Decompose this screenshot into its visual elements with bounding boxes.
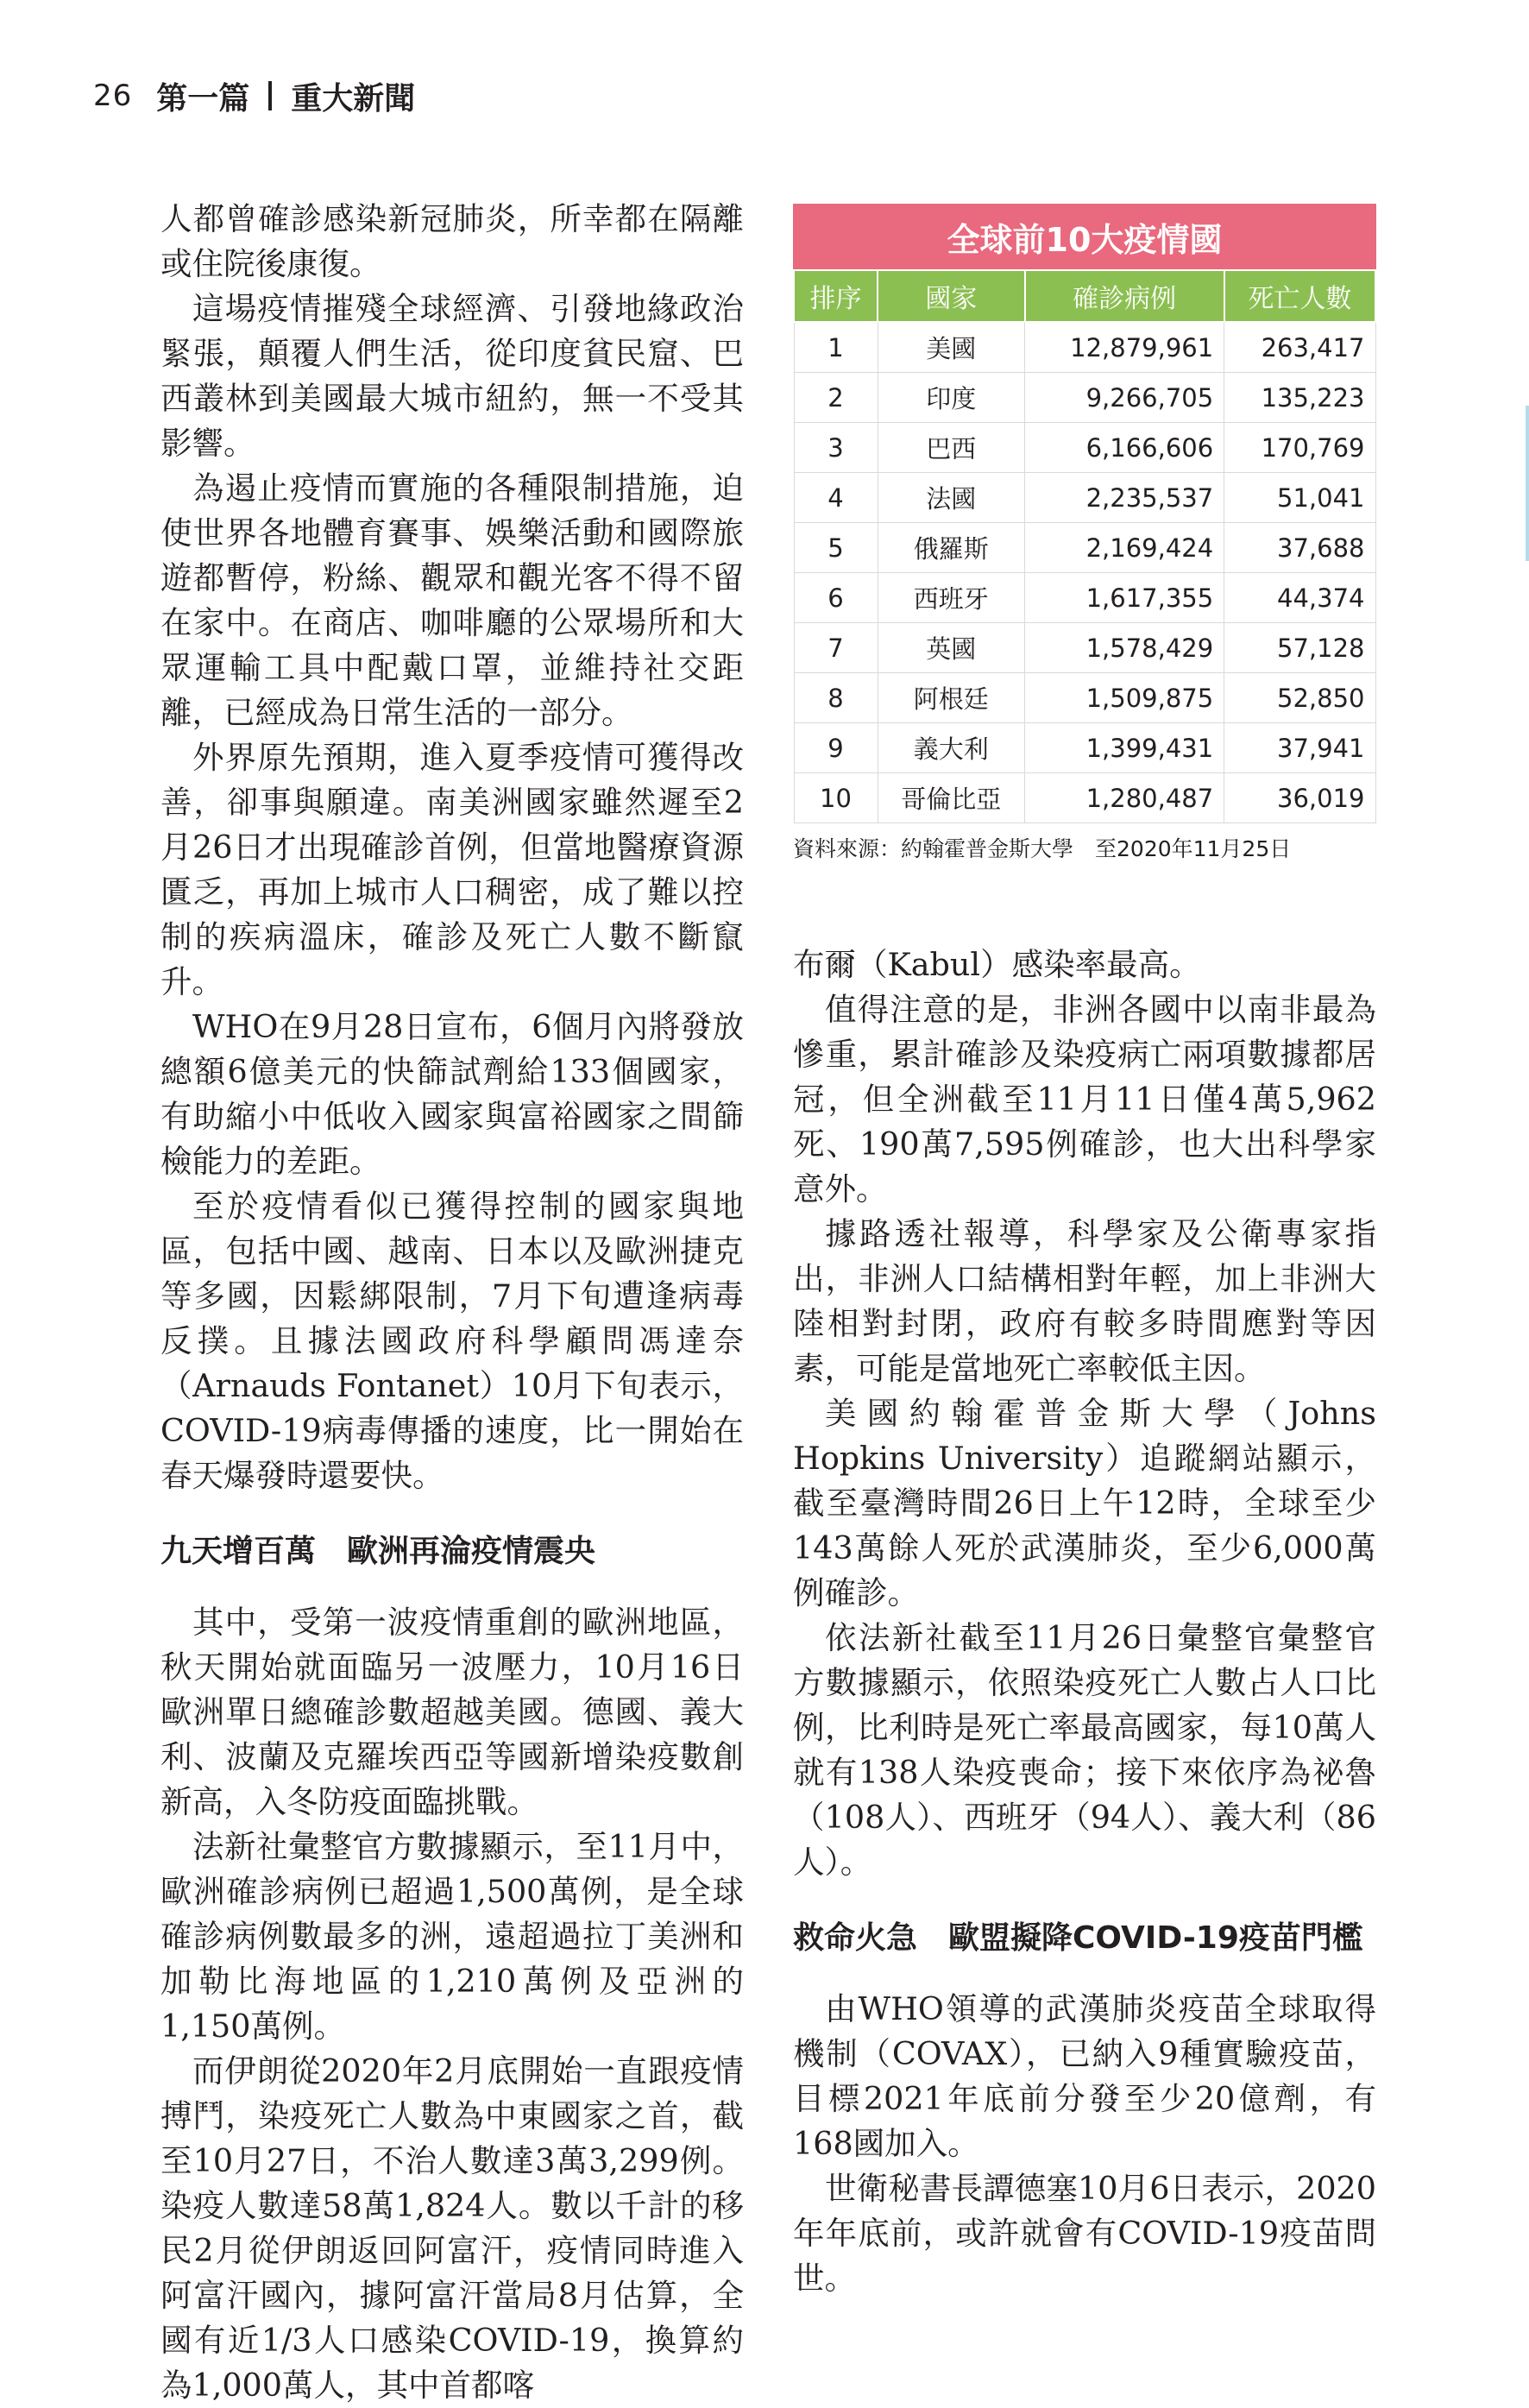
column-header: 死亡人數 [1224, 270, 1375, 322]
deaths-cell: 263,417 [1224, 322, 1375, 373]
cases-cell: 1,617,355 [1025, 573, 1224, 623]
deaths-cell: 36,019 [1224, 773, 1375, 823]
paragraph: 美國約翰霍普金斯大學（Johns Hopkins University）追蹤網站顯示，截至臺灣時間26日上午12時，全球至少143萬餘人死於武漢肺炎，至少6,000萬例確診。 [793, 1395, 1376, 1611]
country-cell: 阿根廷 [878, 673, 1025, 723]
table-row [794, 523, 1375, 573]
cases-cell: 2,169,424 [1025, 523, 1224, 573]
rank-cell: 9 [794, 723, 878, 773]
table-source-note: 資料來源：約翰霍普金斯大學 至2020年11月25日 [793, 836, 1292, 861]
deaths-cell: 51,041 [1224, 473, 1375, 523]
rank-cell: 7 [794, 623, 878, 673]
category-name: 重大新聞 [291, 80, 416, 117]
rank-cell: 4 [794, 473, 878, 523]
rank-cell: 10 [794, 773, 878, 823]
page-header [93, 72, 415, 119]
cases-cell: 1,578,429 [1025, 623, 1224, 673]
column-header: 確診病例 [1025, 270, 1224, 322]
paragraph: 外界原先預期，進入夏季疫情可獲得改善，卻事與願違。南美洲國家雖然遲至2月26日才出現確診首例，但當地醫療資源匱乏，再加上城市人口稠密，成了難以控制的疾病溫床，確診及死亡人數不斷竄升。 [160, 739, 744, 1000]
country-cell: 美國 [878, 322, 1025, 373]
deaths-cell: 170,769 [1224, 423, 1375, 473]
stats-table-box [793, 204, 1376, 863]
paragraph: 人都曾確診感染新冠肺炎，所幸都在隔離或住院後康復。 [160, 200, 744, 282]
country-cell: 俄羅斯 [878, 523, 1025, 573]
country-cell: 西班牙 [878, 573, 1025, 623]
paragraph: 至於疫情看似已獲得控制的國家與地區，包括中國、越南、日本以及歐洲捷克等多國，因鬆綁限制，7月下旬遭逢病毒反撲。且據法國政府科學顧問馮達奈（Arnauds Fontanet）10月下旬表示， COVID-19病毒傳播的速度，比一開始在春天爆發時還要快。 [160, 1188, 744, 1494]
rank-cell: 3 [794, 423, 878, 473]
column-header: 排序 [794, 270, 878, 322]
page-edge-tab [1526, 406, 1529, 561]
paragraph: 由WHO領導的武漢肺炎疫苗全球取得機制（COVAX），已納入9種實驗疫苗，目標2021年底前分發至少20億劑，有168國加入。 [793, 1990, 1376, 2162]
paragraph: 值得注意的是，非洲各國中以南非最為慘重，累計確診及染疫病亡兩項數據都居冠，但全洲截至11月11日僅4萬5,962死、190萬7,595例確診，也大出科學家意外。 [793, 991, 1376, 1207]
section-heading: 九天增百萬 歐洲再淪疫情震央 [160, 1534, 596, 1569]
rank-cell: 6 [794, 573, 878, 623]
cases-cell: 9,266,705 [1025, 373, 1224, 423]
paragraph: 布爾（Kabul）感染率最高。 [793, 946, 1201, 983]
paragraph: 而伊朗從2020年2月底開始一直跟疫情搏鬥，染疫死亡人數為中東國家之首，截至10月27日，不治人數達3萬3,299例。染疫人數達58萬1,824人。數以千計的移民2月從伊朗返回阿富汗，疫情同時進入阿富汗國內，據阿富汗當局8月估算，全國有近1/3人口感染COVID-19，換算約為1,000萬人，其中首都喀 [160, 2052, 744, 2404]
cases-cell: 1,509,875 [1025, 673, 1224, 723]
paragraph: WHO在9月28日宣布，6個月內將發放總額6億美元的快篩試劑給133個國家，有助縮小中低收入國家與富裕國家之間篩檢能力的差距。 [160, 1008, 744, 1180]
paragraph: 這場疫情摧殘全球經濟、引發地緣政治緊張，顛覆人們生活，從印度貧民窟、巴西叢林到美國最大城市紐約，無一不受其影響。 [160, 290, 744, 462]
cases-cell: 1,399,431 [1025, 723, 1224, 773]
paragraph: 法新社彙整官方數據顯示，至11月中，歐洲確診病例已超過1,500萬例，是全球確診病例數最多的洲，遠超過拉丁美洲和加勒比海地區的1,210萬例及亞洲的1,150萬例。 [160, 1828, 744, 2045]
deaths-cell: 37,688 [1224, 523, 1375, 573]
cases-cell: 6,166,606 [1025, 423, 1224, 473]
table-title: 全球前10大疫情國 [793, 204, 1376, 269]
table-row [794, 322, 1375, 373]
table-row [794, 723, 1375, 773]
table-row [794, 423, 1375, 473]
country-cell: 巴西 [878, 423, 1025, 473]
column-header: 國家 [878, 270, 1025, 322]
rank-cell: 1 [794, 322, 878, 373]
table-row [794, 373, 1375, 423]
section-name: 第一篇 [156, 80, 250, 117]
header-divider [268, 81, 272, 110]
paragraph: 其中，受第一波疫情重創的歐洲地區，秋天開始就面臨另一波壓力，10月16日歐洲單日總確診數超越美國。德國、義大利、波蘭及克羅埃西亞等國新增染疫數創新高，入冬防疫面臨挑戰。 [160, 1604, 744, 1820]
rank-cell: 2 [794, 373, 878, 423]
rank-cell: 5 [794, 523, 878, 573]
left-column [160, 197, 744, 2408]
cases-cell: 12,879,961 [1025, 322, 1224, 373]
table-row [794, 573, 1375, 623]
deaths-cell: 52,850 [1224, 673, 1375, 723]
deaths-cell: 57,128 [1224, 623, 1375, 673]
deaths-cell: 37,941 [1224, 723, 1375, 773]
country-cell: 義大利 [878, 723, 1025, 773]
table-row [794, 623, 1375, 673]
section-heading: 救命火急 歐盟擬降COVID-19疫苗門檻 [793, 1920, 1363, 1956]
paragraph: 為遏止疫情而實施的各種限制措施，迫使世界各地體育賽事、娛樂活動和國際旅遊都暫停，粉絲、觀眾和觀光客不得不留在家中。在商店、咖啡廳的公眾場所和大眾運輸工具中配戴口罩，並維持社交距離，已經成為日常生活的一部分。 [160, 470, 744, 731]
table-header-row [794, 270, 1375, 322]
right-column [793, 942, 1376, 2301]
paragraph: 世衛秘書長譚德塞10月6日表示，2020年年底前，或許就會有COVID-19疫苗問世。 [793, 2170, 1376, 2297]
table-row [794, 673, 1375, 723]
paragraph: 依法新社截至11月26日彙整官彙整官方數據顯示，依照染疫死亡人數占人口比例，比利時是死亡率最高國家，每10萬人就有138人染疫喪命；接下來依序為祕魯（108人）、西班牙（94人）、義大利（86人）。 [793, 1619, 1376, 1881]
country-cell: 英國 [878, 623, 1025, 673]
country-cell: 哥倫比亞 [878, 773, 1025, 823]
table-row [794, 773, 1375, 823]
deaths-cell: 135,223 [1224, 373, 1375, 423]
cases-cell: 2,235,537 [1025, 473, 1224, 523]
deaths-cell: 44,374 [1224, 573, 1375, 623]
cases-cell: 1,280,487 [1025, 773, 1224, 823]
paragraph: 據路透社報導，科學家及公衛專家指出，非洲人口結構相對年輕，加上非洲大陸相對封閉，政府有較多時間應對等因素，可能是當地死亡率較低主因。 [793, 1215, 1376, 1387]
rank-cell: 8 [794, 673, 878, 723]
country-cell: 印度 [878, 373, 1025, 423]
page-number: 26 [93, 79, 133, 113]
table-row [794, 473, 1375, 523]
country-cell: 法國 [878, 473, 1025, 523]
stats-table [793, 269, 1376, 823]
